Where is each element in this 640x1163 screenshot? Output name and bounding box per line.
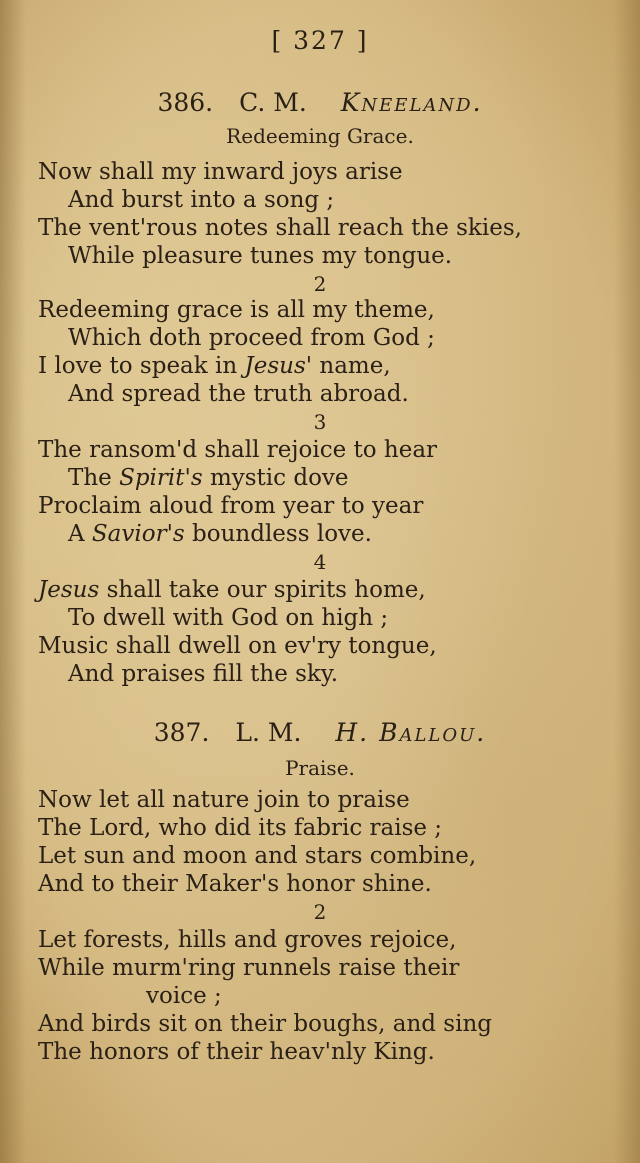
hymn-author: H. Ballou. <box>335 718 487 747</box>
stanza-number: 3 <box>313 410 327 434</box>
verse-line: To dwell with God on high ; <box>68 605 389 631</box>
verse-line: Let sun and moon and stars combine, <box>38 843 477 869</box>
hymn-386-heading <box>0 88 640 117</box>
verse-line: I love to speak in Jesus' name, <box>38 353 391 379</box>
verse-line: Proclaim aloud from year to year <box>38 493 424 519</box>
hymn-number: 387. <box>153 718 210 747</box>
page-number: [ 327 ] <box>271 26 369 55</box>
verse-line: While murm'ring runnels raise their <box>38 955 460 981</box>
verse-line: Redeeming grace is all my theme, <box>38 297 435 323</box>
stanza-number: 2 <box>313 272 327 296</box>
verse-line: Which doth proceed from God ; <box>68 325 435 351</box>
verse-line: And praises fill the sky. <box>68 661 339 687</box>
hymn-number: 386. <box>157 88 214 117</box>
verse-line: While pleasure tunes my tongue. <box>68 243 453 269</box>
verse-line: And birds sit on their boughs, and sing <box>38 1011 492 1037</box>
verse-line: The Lord, who did its fabric raise ; <box>38 815 443 841</box>
stanza-number: 2 <box>313 900 327 924</box>
verse-line: Now let all nature join to praise <box>38 787 410 813</box>
verse-line: Jesus shall take our spirits home, <box>38 577 426 603</box>
verse-line: Let forests, hills and groves rejoice, <box>38 927 457 953</box>
hymn-meter: C. M. <box>239 88 307 117</box>
page-gutter-shadow <box>0 0 26 1163</box>
page-edge-shadow <box>614 0 640 1163</box>
verse-line: Music shall dwell on ev'ry tongue, <box>38 633 437 659</box>
verse-line: And spread the truth abroad. <box>68 381 409 407</box>
hymn-387-title: Praise. <box>285 756 355 780</box>
hymn-386-title: Redeeming Grace. <box>226 124 414 148</box>
stanza-number: 4 <box>313 550 327 574</box>
hymn-author: Kneeland. <box>340 88 483 117</box>
verse-line: The Spirit's mystic dove <box>68 465 349 491</box>
verse-line: The ransom'd shall rejoice to hear <box>38 437 438 463</box>
verse-line: Now shall my inward joys arise <box>38 159 403 185</box>
verse-line: And to their Maker's honor shine. <box>38 871 432 897</box>
verse-line: voice ; <box>146 983 222 1009</box>
verse-line: The vent'rous notes shall reach the skies, <box>38 215 522 241</box>
verse-line: The honors of their heav'nly King. <box>38 1039 435 1065</box>
hymn-387-heading <box>0 718 640 747</box>
hymn-meter: L. M. <box>235 718 302 747</box>
verse-line: A Savior's boundless love. <box>68 521 372 547</box>
verse-line: And burst into a song ; <box>68 187 335 213</box>
